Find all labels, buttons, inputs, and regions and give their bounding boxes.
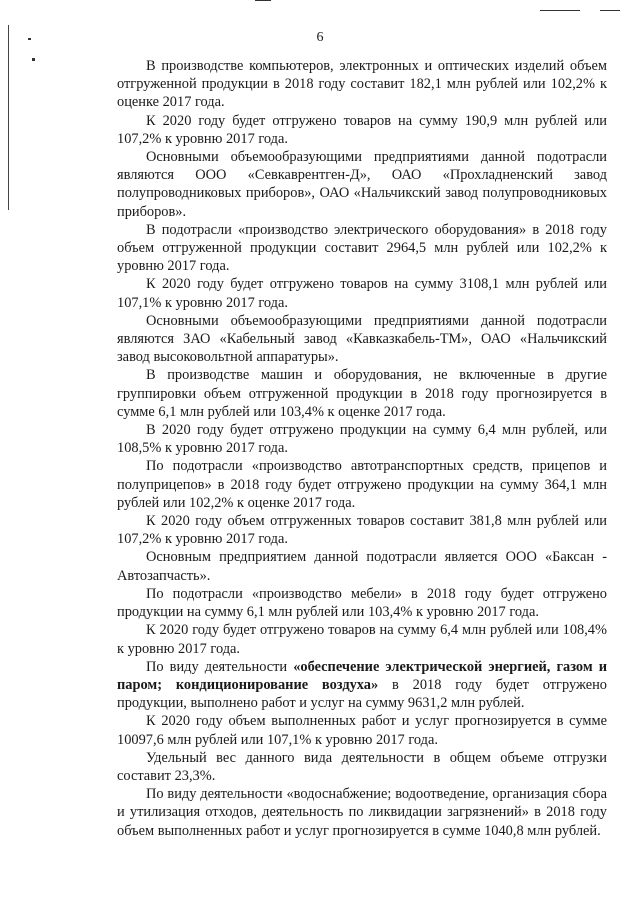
paragraph-text-after: в 2018 году будет отгружено продукции, выполнено работ и услуг на сумму 9631,2 млн рублей. bbox=[117, 676, 607, 712]
paragraph: Основными объемообразующими предприятиями данной подотрасли являются ЗАО «Кабельный завод «Кавказкабель-ТМ», ОАО «Нальчикский завод высоковольтной аппаратуры». bbox=[117, 312, 607, 366]
paragraph: К 2020 году будет отгружено товаров на сумму 3108,1 млн рублей или 107,1% к уровню 2017 года. bbox=[117, 276, 607, 311]
paragraph-bold-phrase: «обеспечение электрической энергией, газом и паром; кондиционирование воздуха» bbox=[117, 658, 607, 693]
paragraph: В подотрасли «производство электрического оборудования» в 2018 году объем отгруженной продукции составит 2964,5 млн рублей или 102,2% к уровню 2017 года. bbox=[117, 221, 607, 275]
page-number: 6 bbox=[316, 30, 324, 45]
scan-mark-top-right-2 bbox=[600, 10, 620, 11]
scan-mark-top-center bbox=[255, 0, 271, 1]
paragraph: К 2020 году будет отгружено товаров на сумму 190,9 млн рублей или 107,2% к уровню 2017 года. bbox=[117, 112, 607, 147]
paragraph: К 2020 году объем выполненных работ и услуг прогнозируется в сумме 10097,6 млн рублей или 107,1% к уровню 2017 года. bbox=[117, 713, 607, 748]
document-body bbox=[117, 57, 607, 840]
paragraph: В производстве машин и оборудования, не включенные в другие группировки объем отгруженной продукции в 2018 году прогнозируется в сумме 6,1 млн рублей или 103,4% к оценке 2017 года. bbox=[117, 367, 607, 420]
paragraph: В производстве компьютеров, электронных и оптических изделий объем отгруженной продукции в 2018 году составит 182,1 млн рублей или 102,2% к оценке 2017 года. bbox=[117, 58, 607, 111]
paragraph-text-before: По виду деятельности bbox=[146, 658, 294, 675]
paragraph-with-bold bbox=[117, 658, 607, 713]
paragraph: В 2020 году будет отгружено продукции на сумму 6,4 млн рублей, или 108,5% к уровню 2017 года. bbox=[117, 422, 607, 457]
paragraph: По подотрасли «производство автотранспортных средств, прицепов и полуприцепов» в 2018 году будет отгружено продукции на сумму 364,1 млн рублей или 102,2% к оценке 2017 года. bbox=[117, 458, 607, 511]
paragraph: Основными объемообразующими предприятиями данной подотрасли являются ООО «Севкаврентген-Д», ОАО «Прохладненский завод полупроводниковых приборов», ОАО «Нальчикский завод полупроводниковых приборов». bbox=[117, 149, 607, 220]
paragraph: Основным предприятием данной подотрасли является ООО «Баксан - Автозапчасть». bbox=[117, 549, 607, 584]
scan-mark-top-right-1 bbox=[540, 10, 580, 11]
paragraph: По виду деятельности «водоснабжение; водоотведение, организация сбора и утилизация отходов, деятельность по ликвидации загрязнений» в 2018 году объем выполненных работ и услуг прогнозируется в сумме 1040,8 млн рублей. bbox=[117, 786, 607, 839]
scan-edge-line bbox=[8, 25, 9, 210]
paragraph: К 2020 году будет отгружено товаров на сумму 6,4 млн рублей или 108,4% к уровню 2017 года. bbox=[117, 622, 607, 657]
scan-mark-left bbox=[32, 58, 35, 61]
paragraph: Удельный вес данного вида деятельности в общем объеме отгрузки составит 23,3%. bbox=[117, 749, 607, 784]
paragraph: По подотрасли «производство мебели» в 2018 году будет отгружено продукции на сумму 6,1 млн рублей или 103,4% к уровню 2017 года. bbox=[117, 585, 607, 621]
paragraph: К 2020 году объем отгруженных товаров составит 381,8 млн рублей или 107,2% к уровню 2017 года. bbox=[117, 513, 607, 548]
